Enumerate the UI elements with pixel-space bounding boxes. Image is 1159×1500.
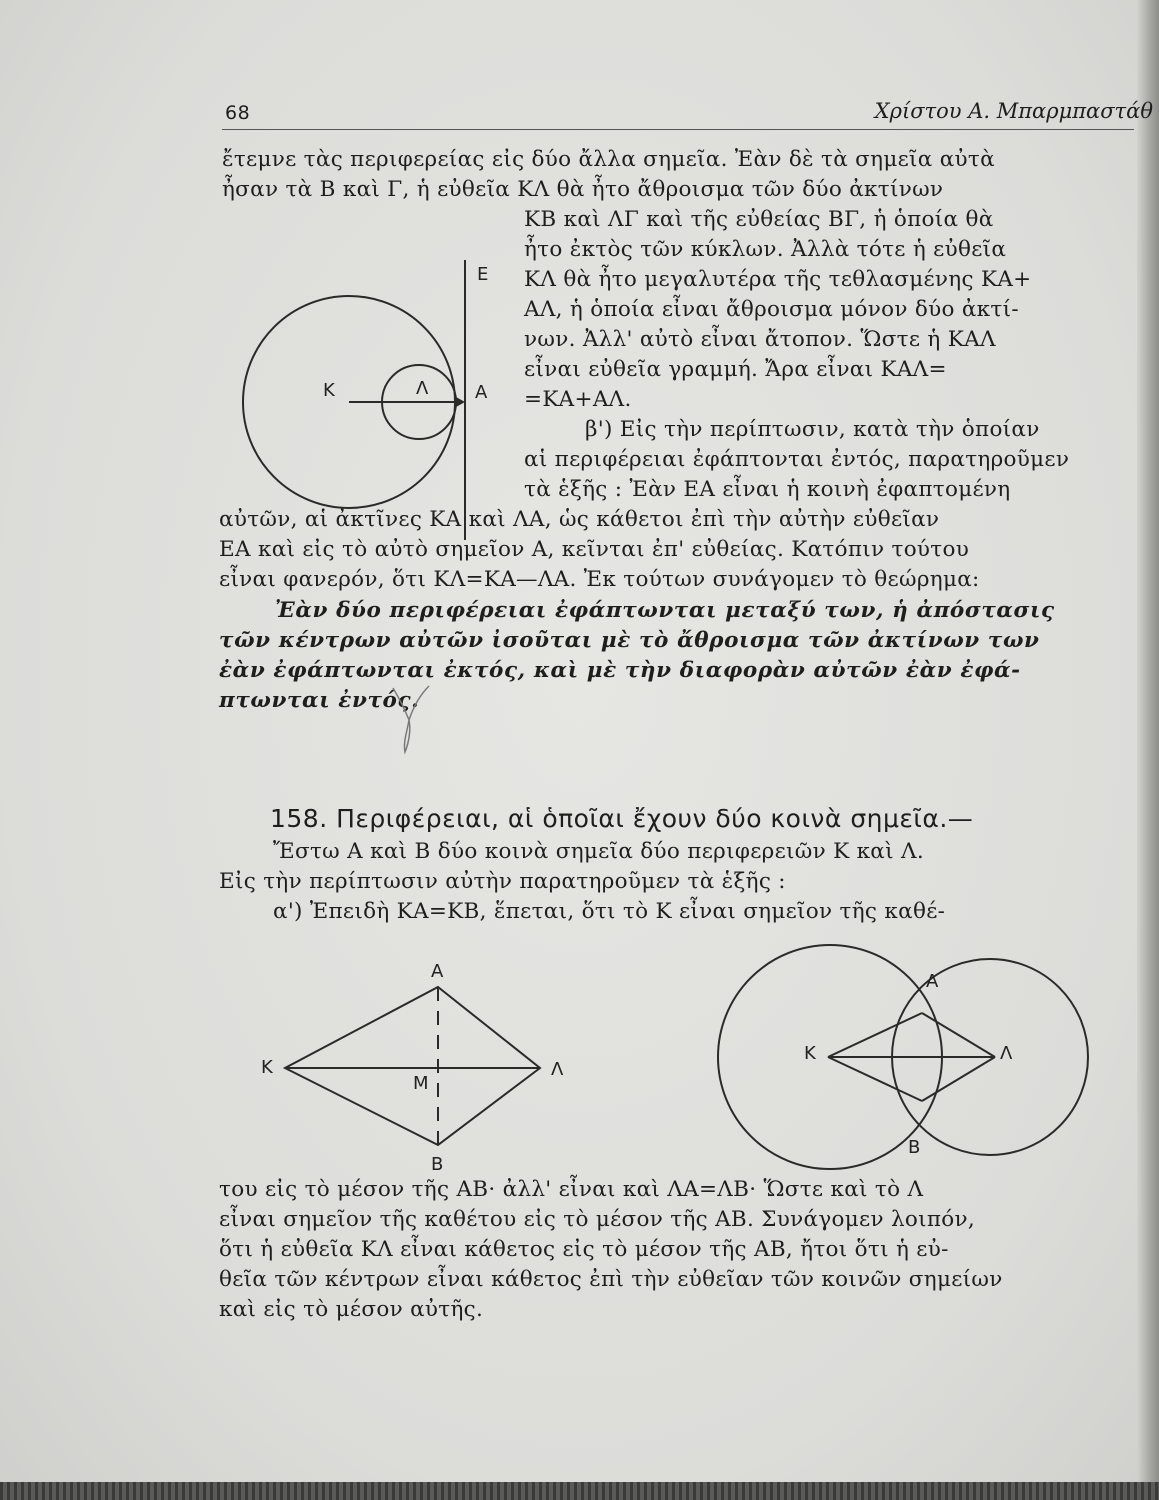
label-a: Α (431, 961, 444, 982)
label-a: Α (475, 382, 488, 403)
label-l: Λ (1000, 1043, 1013, 1064)
label-b: Β (908, 1137, 921, 1158)
body-line: ἔτεμνε τὰς περιφερείας εἰς δύο ἄλλα σημεῖα. Ἐὰν δὲ τὰ σημεῖα αὐτὰ (222, 147, 995, 172)
segment-ka (828, 1013, 922, 1057)
body-line: ἦσαν τὰ Β καὶ Γ, ἡ εὐθεῖα ΚΛ θὰ ἦτο ἄθροισμα τῶν δύο ἀκτίνων (222, 177, 944, 202)
page-number: 68 (225, 102, 251, 124)
segment-la (922, 1013, 995, 1057)
closing-line: εἶναι σημεῖον τῆς καθέτου εἰς τὸ μέσον τῆς ΑΒ. Συνάγομεν λοιπόν, (219, 1207, 976, 1232)
theorem-line: Ἐὰν δύο περιφέρειαι ἐφάπτωνται μεταξύ των, ἡ ἀπόστασις (275, 598, 1055, 623)
closing-line: ὅτι ἡ εὐθεῖα ΚΛ εἶναι κάθετος εἰς τὸ μέσον τῆς ΑΒ, ἤτοι ὅτι ἡ εὐ- (219, 1237, 949, 1262)
pencil-margin-note (385, 680, 445, 760)
body-line: ΑΛ, ἡ ὁποία εἶναι ἄθροισμα μόνον δύο ἀκτί- (524, 297, 1019, 322)
body-line: εἶναι εὐθεῖα γραμμή. Ἄρα εἶναι ΚΑΛ= (524, 357, 947, 382)
figure-internal-tangent (225, 240, 515, 550)
arrow-point-a (456, 397, 465, 407)
label-a: Α (926, 971, 939, 992)
label-m: Μ (413, 1073, 429, 1094)
label-e: Ε (477, 264, 489, 285)
book-binding-edge (1137, 0, 1159, 1500)
closing-line: του εἰς τὸ μέσον τῆς ΑΒ· ἀλλ' εἶναι καὶ ΛΑ=ΛΒ· Ὥστε καὶ τὸ Λ (219, 1177, 924, 1202)
rhombus-outline (285, 987, 540, 1145)
closing-line: καὶ εἰς τὸ μέσον αὐτῆς. (219, 1297, 484, 1322)
header-rule (222, 129, 1134, 130)
section-line: α') Ἐπειδὴ ΚΑ=ΚΒ, ἕπεται, ὅτι τὸ Κ εἶναι σημεῖον τῆς καθέ- (273, 899, 946, 924)
body-line: ἦτο ἐκτὸς τῶν κύκλων. Ἀλλὰ τότε ἡ εὐθεῖα (524, 237, 1007, 262)
body-line: ΕΑ καὶ εἰς τὸ αὐτὸ σημεῖον Α, κεῖνται ἐπ' εὐθείας. Κατόπιν τούτου (219, 537, 970, 562)
body-line: ΚΒ καὶ ΛΓ καὶ τῆς εὐθείας ΒΓ, ἡ ὁποία θὰ (524, 207, 994, 232)
theorem-line: ἐὰν ἐφάπτωνται ἐκτός, καὶ μὲ τὴν διαφορὰν αὐτῶν ἐὰν ἐφά- (219, 658, 1021, 683)
page-stack-edge (0, 1482, 1159, 1500)
label-l: Λ (416, 378, 429, 399)
label-k: Κ (804, 1043, 816, 1064)
theorem-line: τῶν κέντρων αὐτῶν ἰσοῦται μὲ τὸ ἄθροισμα τῶν ἀκτίνων των (219, 628, 1040, 653)
section-line: Ἔστω Α καὶ Β δύο κοινὰ σημεῖα δύο περιφερειῶν Κ καὶ Λ. (273, 839, 924, 864)
label-k: Κ (261, 1057, 273, 1078)
segment-kb (828, 1057, 922, 1101)
theorem-line: πτωνται ἐντός. (219, 688, 420, 713)
section-line: Εἰς τὴν περίπτωσιν αὐτὴν παρατηροῦμεν τὰ ἑξῆς : (219, 869, 786, 894)
body-line: β') Εἰς τὴν περίπτωσιν, κατὰ τὴν ὁποίαν (585, 417, 1040, 442)
body-line: εἶναι φανερόν, ὅτι ΚΛ=ΚΑ—ΛΑ. Ἐκ τούτων συνάγομεν τὸ θεώρημα: (219, 567, 980, 592)
body-line: ΚΛ θὰ ἦτο μεγαλυτέρα τῆς τεθλασμένης ΚΑ+ (524, 267, 1032, 292)
body-line: αὐτῶν, αἱ ἀκτῖνες ΚΑ καὶ ΛΑ, ὡς κάθετοι ἐπὶ τὴν αὐτὴν εὐθεῖαν (219, 507, 940, 532)
body-line: τὰ ἑξῆς : Ἐὰν ΕΑ εἶναι ἡ κοινὴ ἐφαπτομένη (524, 477, 1011, 502)
running-title: Χρίστου Α. Μπαρμπαστάθ (874, 99, 1153, 123)
closing-line: θεῖα τῶν κέντρων εἶναι κάθετος ἐπὶ τὴν εὐθεῖαν τῶν κοινῶν σημείων (219, 1267, 1003, 1292)
figure-intersecting-circles (700, 955, 1110, 1170)
label-b: Β (431, 1154, 444, 1175)
body-line: νων. Ἀλλ' αὐτὸ εἶναι ἄτοπον. Ὥστε ἡ ΚΑΛ (524, 327, 996, 352)
section-heading: 158. Περιφέρειαι, αἱ ὁποῖαι ἔχουν δύο κοινὰ σημεῖα.— (270, 804, 974, 833)
body-line: =ΚΑ+ΑΛ. (524, 387, 632, 412)
label-l: Λ (551, 1059, 564, 1080)
segment-lb (922, 1057, 995, 1101)
body-line: αἱ περιφέρειαι ἐφάπτονται ἐντός, παρατηροῦμεν (524, 447, 1070, 472)
label-k: Κ (323, 380, 335, 401)
figure-rhombus (255, 955, 585, 1185)
